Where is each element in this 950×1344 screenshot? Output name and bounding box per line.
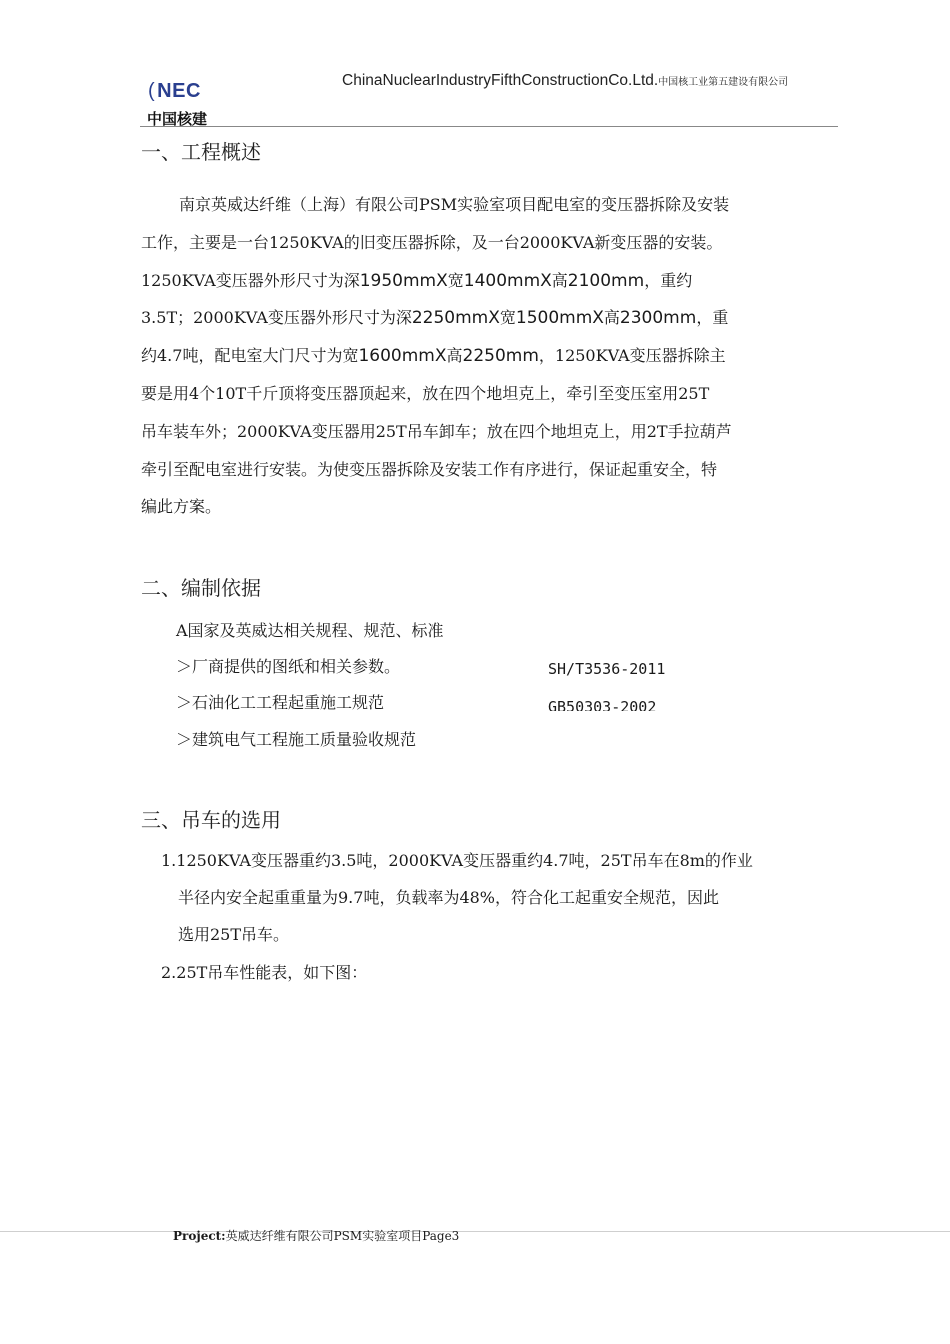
logo-chinese-name: 中国核建 bbox=[147, 110, 208, 128]
paragraph-line: 约4.7吨，配电室大门尺寸为宽1600mmX高2250mm，1250KVA变压器拆除主 bbox=[141, 346, 726, 367]
standard-code-gb: GB50303-2002 bbox=[548, 698, 657, 711]
section-1-heading: 一、工程概述 bbox=[141, 140, 261, 164]
paragraph-line: 吊车装车外；2000KVA变压器用25T吊车卸车；放在四个地坦克上，用2T手拉葫芦 bbox=[141, 421, 732, 441]
section-1-paragraph bbox=[141, 186, 841, 526]
nec-logo bbox=[148, 80, 201, 103]
paragraph-line: 要是用4个10T千斤顶将变压器顶起来，放在四个地坦克上，牵引至变压室用25T bbox=[141, 383, 710, 403]
paragraph-line: 南京英威达纤维（上海）有限公司PSM实验室项目配电室的变压器拆除及安装 bbox=[179, 195, 730, 214]
crane-item-1-line-1: 1.1250KVA变压器重约3.5吨，2000KVA变压器重约4.7吨，25T吊车在8m的作业 bbox=[161, 851, 753, 870]
paragraph-line: 1250KVA变压器外形尺寸为深1950mmX宽1400mmX高2100mm，重约 bbox=[141, 270, 693, 291]
standard-code-sh: SH/T3536-2011 bbox=[548, 660, 666, 678]
page-footer bbox=[173, 1227, 459, 1244]
crane-item-2: 2.25T吊车性能表，如下图： bbox=[161, 963, 368, 982]
company-name bbox=[342, 72, 788, 90]
footer-divider bbox=[0, 1231, 950, 1232]
section-3-heading: 三、吊车的选用 bbox=[141, 808, 281, 832]
basis-item-electrical-code: ＞建筑电气工程施工质量验收规范 bbox=[176, 730, 417, 749]
section-2-heading: 二、编制依据 bbox=[141, 576, 261, 600]
footer-text: 英威达纤维有限公司PSM实验室项目Page3 bbox=[225, 1229, 460, 1243]
company-name-cn: 中国核工业第五建设有限公司 bbox=[658, 77, 789, 88]
company-name-en: ChinaNuclearIndustryFifthConstructionCo.Ltd. bbox=[342, 72, 659, 89]
crane-item-1-line-2: 半径内安全起重重量为9.7吨，负载率为48%，符合化工起重安全规范，因此 bbox=[178, 888, 720, 907]
logo-text: NEC bbox=[157, 80, 201, 102]
basis-item-national-standards: A国家及英威达相关规程、规范、标准 bbox=[176, 621, 444, 640]
logo-paren: ( bbox=[148, 80, 156, 102]
paragraph-line: 编此方案。 bbox=[141, 497, 222, 517]
basis-item-lifting-code: ＞石油化工工程起重施工规范 bbox=[176, 693, 385, 712]
header-divider bbox=[140, 126, 838, 127]
footer-label: Project: bbox=[173, 1229, 226, 1243]
paragraph-line: 3.5T；2000KVA变压器外形尺寸为深2250mmX宽1500mmX高2300mm，重 bbox=[141, 308, 729, 329]
basis-item-manufacturer-drawings: ＞厂商提供的图纸和相关参数。 bbox=[176, 657, 401, 676]
paragraph-line: 工作，主要是一台1250KVA的旧变压器拆除，及一台2000KVA新变压器的安装。 bbox=[141, 232, 723, 252]
crane-item-1-line-3: 选用25T吊车。 bbox=[178, 925, 290, 944]
paragraph-line: 牵引至配电室进行安装。为使变压器拆除及安装工作有序进行，保证起重安全，特 bbox=[141, 459, 718, 479]
